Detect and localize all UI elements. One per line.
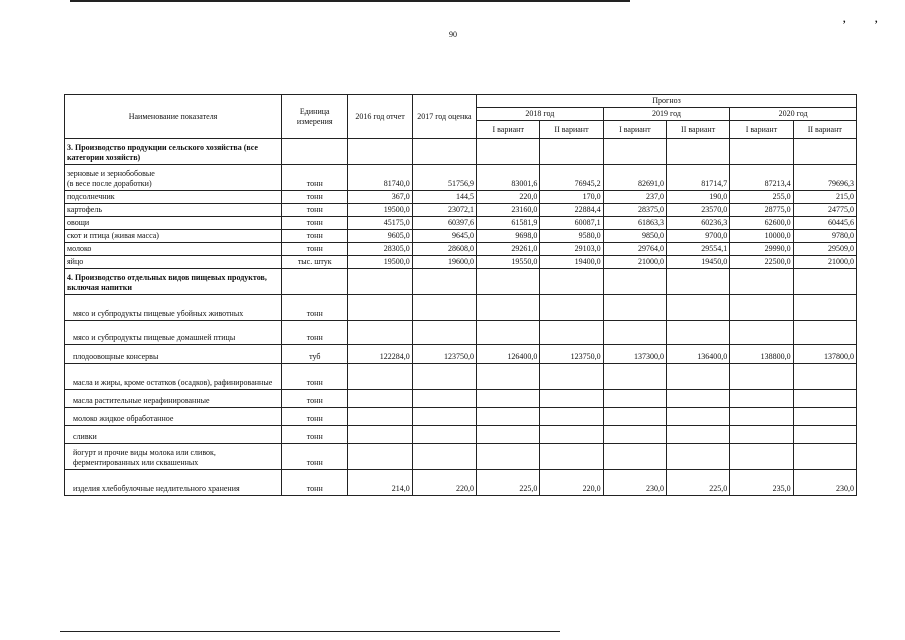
value-cell: 60445,6 xyxy=(793,217,856,230)
value-cell: 61863,3 xyxy=(603,217,666,230)
value-cell: 28375,0 xyxy=(603,204,666,217)
value-cell: 9700,0 xyxy=(666,230,729,243)
section-title-row xyxy=(65,269,857,295)
row-name: яйцо xyxy=(65,256,282,269)
empty-cell xyxy=(540,139,603,165)
value-cell xyxy=(793,444,856,470)
value-cell xyxy=(666,426,729,444)
header-variant-2: II вариант xyxy=(666,121,729,139)
row-unit: тонн xyxy=(282,408,348,426)
value-cell: 9698,0 xyxy=(477,230,540,243)
row-name: скот и птица (живая масса) xyxy=(65,230,282,243)
header-variant-2: II вариант xyxy=(793,121,856,139)
value-cell: 123750,0 xyxy=(540,345,603,364)
value-cell: 51756,9 xyxy=(412,165,476,191)
header-name: Наименование показателя xyxy=(65,95,282,139)
table-row xyxy=(65,256,857,269)
empty-cell xyxy=(412,269,476,295)
section-title: 3. Производство продукции сельского хозяйства (все категории хозяйств) xyxy=(65,139,282,165)
value-cell xyxy=(793,390,856,408)
value-cell: 81714,7 xyxy=(666,165,729,191)
value-cell xyxy=(412,408,476,426)
empty-cell xyxy=(793,139,856,165)
empty-cell xyxy=(666,139,729,165)
value-cell xyxy=(540,390,603,408)
row-name: масла растительные нерафинированные xyxy=(65,390,282,408)
row-name: масла и жиры, кроме остатков (осадков), рафинированные xyxy=(65,364,282,390)
row-name: плодоовощные консервы xyxy=(65,345,282,364)
value-cell xyxy=(348,426,412,444)
value-cell: 137800,0 xyxy=(793,345,856,364)
value-cell xyxy=(348,408,412,426)
row-name: овощи xyxy=(65,217,282,230)
row-unit: тонн xyxy=(282,191,348,204)
value-cell xyxy=(412,390,476,408)
table-row xyxy=(65,204,857,217)
value-cell xyxy=(603,295,666,321)
value-cell: 367,0 xyxy=(348,191,412,204)
value-cell xyxy=(666,364,729,390)
value-cell xyxy=(348,295,412,321)
scan-mark: , xyxy=(843,14,846,25)
value-cell xyxy=(348,390,412,408)
page-number: 90 xyxy=(449,30,457,39)
empty-cell xyxy=(282,139,348,165)
value-cell xyxy=(793,426,856,444)
value-cell: 230,0 xyxy=(793,470,856,496)
forecast-table xyxy=(64,94,857,496)
value-cell: 190,0 xyxy=(666,191,729,204)
row-name: подсолнечник xyxy=(65,191,282,204)
section-title: 4. Производство отдельных видов пищевых продуктов, включая напитки xyxy=(65,269,282,295)
table-row xyxy=(65,345,857,364)
value-cell xyxy=(412,444,476,470)
bottom-rule xyxy=(60,631,560,632)
value-cell: 220,0 xyxy=(412,470,476,496)
empty-cell xyxy=(540,269,603,295)
row-unit: тонн xyxy=(282,204,348,217)
value-cell xyxy=(477,364,540,390)
value-cell: 21000,0 xyxy=(793,256,856,269)
value-cell: 28305,0 xyxy=(348,243,412,256)
value-cell: 19600,0 xyxy=(412,256,476,269)
table-row xyxy=(65,295,857,321)
value-cell xyxy=(540,408,603,426)
value-cell xyxy=(477,408,540,426)
value-cell xyxy=(540,295,603,321)
header-variant-1: I вариант xyxy=(477,121,540,139)
empty-cell xyxy=(603,269,666,295)
table-row xyxy=(65,165,857,191)
row-unit: тонн xyxy=(282,243,348,256)
value-cell: 79696,3 xyxy=(793,165,856,191)
empty-cell xyxy=(603,139,666,165)
value-cell: 61581,9 xyxy=(477,217,540,230)
value-cell xyxy=(793,364,856,390)
value-cell: 28608,0 xyxy=(412,243,476,256)
value-cell: 28775,0 xyxy=(730,204,793,217)
header-forecast: Прогноз xyxy=(477,95,857,108)
section-title-row xyxy=(65,139,857,165)
row-name: молоко xyxy=(65,243,282,256)
value-cell: 170,0 xyxy=(540,191,603,204)
value-cell: 60236,3 xyxy=(666,217,729,230)
row-unit: тонн xyxy=(282,426,348,444)
empty-cell xyxy=(730,139,793,165)
value-cell: 19400,0 xyxy=(540,256,603,269)
value-cell: 60087,1 xyxy=(540,217,603,230)
empty-cell xyxy=(730,269,793,295)
value-cell xyxy=(603,408,666,426)
value-cell: 235,0 xyxy=(730,470,793,496)
value-cell: 82691,0 xyxy=(603,165,666,191)
table-row xyxy=(65,444,857,470)
value-cell: 136400,0 xyxy=(666,345,729,364)
value-cell: 83001,6 xyxy=(477,165,540,191)
row-name: йогурт и прочие виды молока или сливок, ферментированных или сквашенных xyxy=(65,444,282,470)
value-cell xyxy=(477,321,540,345)
value-cell xyxy=(730,364,793,390)
value-cell: 60397,6 xyxy=(412,217,476,230)
empty-cell xyxy=(477,139,540,165)
header-2017: 2017 год оценка xyxy=(412,95,476,139)
value-cell xyxy=(603,426,666,444)
value-cell xyxy=(477,444,540,470)
empty-cell xyxy=(348,269,412,295)
value-cell: 225,0 xyxy=(477,470,540,496)
empty-cell xyxy=(666,269,729,295)
value-cell xyxy=(730,321,793,345)
value-cell: 138800,0 xyxy=(730,345,793,364)
value-cell xyxy=(348,364,412,390)
value-cell xyxy=(793,321,856,345)
value-cell: 23072,1 xyxy=(412,204,476,217)
scan-mark: , xyxy=(875,14,878,25)
value-cell xyxy=(540,444,603,470)
value-cell xyxy=(666,390,729,408)
row-unit: тыс. штук xyxy=(282,256,348,269)
value-cell xyxy=(730,444,793,470)
value-cell xyxy=(666,444,729,470)
value-cell: 9605,0 xyxy=(348,230,412,243)
value-cell: 220,0 xyxy=(477,191,540,204)
value-cell: 87213,4 xyxy=(730,165,793,191)
value-cell xyxy=(666,321,729,345)
value-cell: 237,0 xyxy=(603,191,666,204)
row-unit: тонн xyxy=(282,444,348,470)
value-cell: 29261,0 xyxy=(477,243,540,256)
value-cell: 23160,0 xyxy=(477,204,540,217)
value-cell: 76945,2 xyxy=(540,165,603,191)
table-row xyxy=(65,408,857,426)
row-unit: туб xyxy=(282,345,348,364)
value-cell: 144,5 xyxy=(412,191,476,204)
value-cell xyxy=(603,390,666,408)
value-cell: 10000,0 xyxy=(730,230,793,243)
row-unit: тонн xyxy=(282,390,348,408)
value-cell: 62600,0 xyxy=(730,217,793,230)
row-unit: тонн xyxy=(282,364,348,390)
value-cell: 215,0 xyxy=(793,191,856,204)
header-2016: 2016 год отчет xyxy=(348,95,412,139)
value-cell xyxy=(730,408,793,426)
value-cell xyxy=(477,295,540,321)
table-row xyxy=(65,230,857,243)
header-unit: Единица измерения xyxy=(282,95,348,139)
value-cell: 122284,0 xyxy=(348,345,412,364)
empty-cell xyxy=(793,269,856,295)
empty-cell xyxy=(282,269,348,295)
row-unit: тонн xyxy=(282,295,348,321)
table-row xyxy=(65,191,857,204)
row-name: молоко жидкое обработанное xyxy=(65,408,282,426)
value-cell xyxy=(603,444,666,470)
value-cell: 9645,0 xyxy=(412,230,476,243)
value-cell xyxy=(730,390,793,408)
value-cell xyxy=(477,426,540,444)
value-cell: 126400,0 xyxy=(477,345,540,364)
value-cell xyxy=(412,364,476,390)
value-cell xyxy=(793,408,856,426)
value-cell xyxy=(540,321,603,345)
header-variant-1: I вариант xyxy=(603,121,666,139)
row-unit: тонн xyxy=(282,217,348,230)
value-cell xyxy=(730,295,793,321)
row-name: мясо и субпродукты пищевые домашней птицы xyxy=(65,321,282,345)
value-cell: 29103,0 xyxy=(540,243,603,256)
table-row xyxy=(65,470,857,496)
row-name: изделия хлебобулочные недлительного хранения xyxy=(65,470,282,496)
table-row xyxy=(65,321,857,345)
value-cell xyxy=(477,390,540,408)
value-cell: 9850,0 xyxy=(603,230,666,243)
value-cell: 9580,0 xyxy=(540,230,603,243)
top-rule xyxy=(70,0,630,2)
header-2019: 2019 год xyxy=(603,108,730,121)
value-cell xyxy=(603,364,666,390)
value-cell: 29990,0 xyxy=(730,243,793,256)
value-cell: 220,0 xyxy=(540,470,603,496)
value-cell xyxy=(793,295,856,321)
value-cell: 23570,0 xyxy=(666,204,729,217)
row-unit: тонн xyxy=(282,470,348,496)
empty-cell xyxy=(348,139,412,165)
value-cell xyxy=(412,426,476,444)
header-variant-2: II вариант xyxy=(540,121,603,139)
value-cell: 22500,0 xyxy=(730,256,793,269)
value-cell: 9780,0 xyxy=(793,230,856,243)
header-variant-1: I вариант xyxy=(730,121,793,139)
table-row xyxy=(65,243,857,256)
empty-cell xyxy=(477,269,540,295)
value-cell: 19550,0 xyxy=(477,256,540,269)
value-cell xyxy=(348,321,412,345)
row-unit: тонн xyxy=(282,230,348,243)
value-cell xyxy=(666,295,729,321)
value-cell: 81740,0 xyxy=(348,165,412,191)
value-cell xyxy=(730,426,793,444)
value-cell: 29554,1 xyxy=(666,243,729,256)
row-name: сливки xyxy=(65,426,282,444)
table-row xyxy=(65,390,857,408)
empty-cell xyxy=(412,139,476,165)
row-unit: тонн xyxy=(282,165,348,191)
row-name: зерновые и зернобобовые (в весе после доработки) xyxy=(65,165,282,191)
value-cell: 230,0 xyxy=(603,470,666,496)
value-cell xyxy=(540,426,603,444)
row-name: мясо и субпродукты пищевые убойных животных xyxy=(65,295,282,321)
value-cell: 214,0 xyxy=(348,470,412,496)
value-cell xyxy=(666,408,729,426)
value-cell: 137300,0 xyxy=(603,345,666,364)
table-row xyxy=(65,426,857,444)
value-cell: 29509,0 xyxy=(793,243,856,256)
value-cell: 45175,0 xyxy=(348,217,412,230)
value-cell: 19500,0 xyxy=(348,204,412,217)
row-name: картофель xyxy=(65,204,282,217)
header-2020: 2020 год xyxy=(730,108,857,121)
header-2018: 2018 год xyxy=(477,108,604,121)
value-cell: 19500,0 xyxy=(348,256,412,269)
value-cell: 19450,0 xyxy=(666,256,729,269)
table-row xyxy=(65,217,857,230)
value-cell: 255,0 xyxy=(730,191,793,204)
value-cell: 29764,0 xyxy=(603,243,666,256)
value-cell: 123750,0 xyxy=(412,345,476,364)
value-cell: 22884,4 xyxy=(540,204,603,217)
table-row xyxy=(65,364,857,390)
value-cell: 21000,0 xyxy=(603,256,666,269)
value-cell xyxy=(540,364,603,390)
value-cell xyxy=(412,295,476,321)
value-cell xyxy=(603,321,666,345)
value-cell xyxy=(348,444,412,470)
value-cell xyxy=(412,321,476,345)
value-cell: 225,0 xyxy=(666,470,729,496)
row-unit: тонн xyxy=(282,321,348,345)
value-cell: 24775,0 xyxy=(793,204,856,217)
